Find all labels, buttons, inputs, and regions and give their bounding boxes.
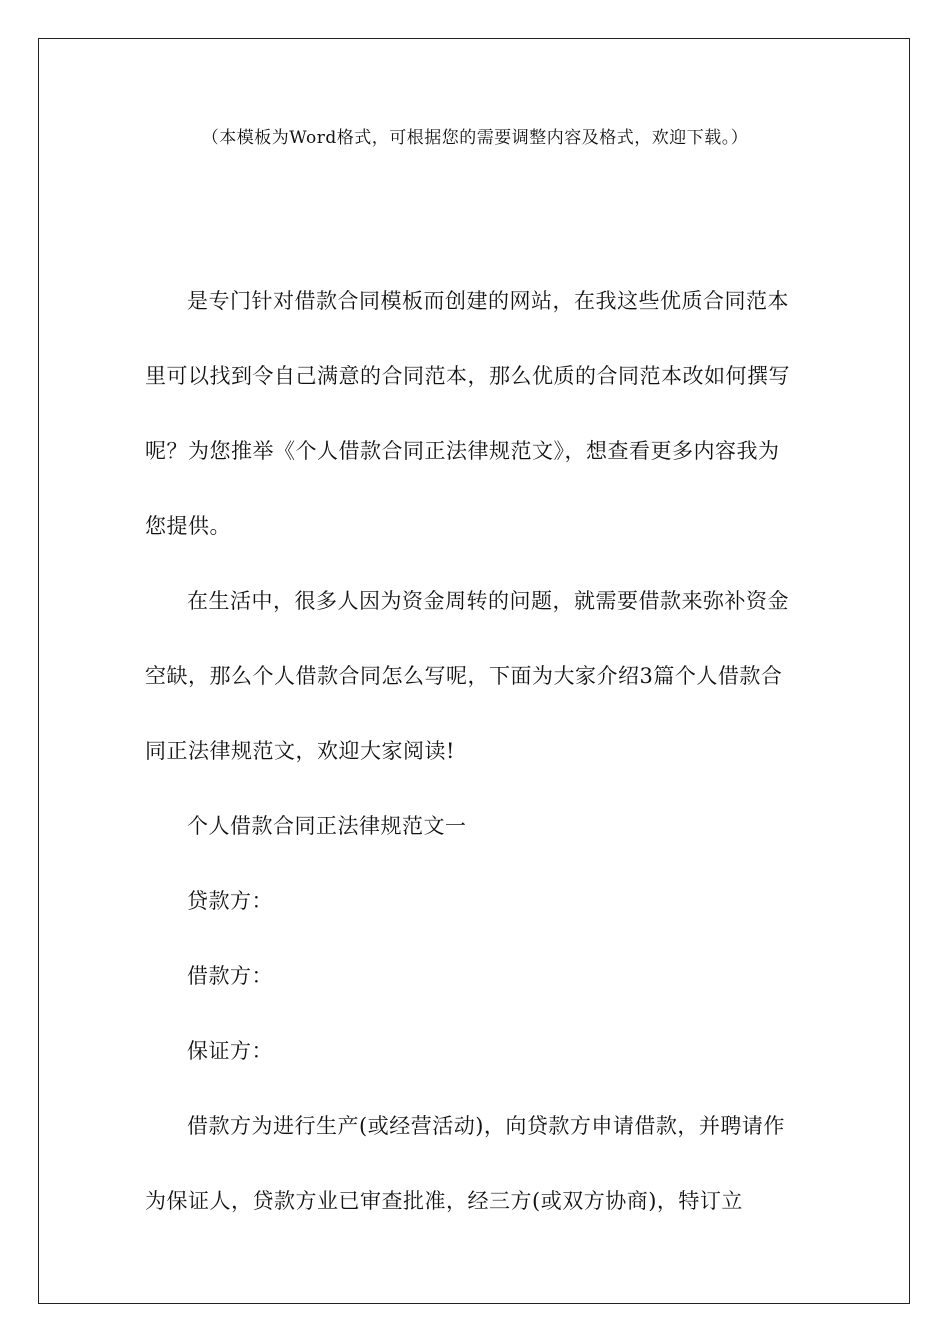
context-paragraph: 在生活中，很多人因为资金周转的问题，就需要借款来弥补资金空缺，那么个人借款合同怎么写呢，下面为大家介绍3篇个人借款合同正法律规范文，欢迎大家阅读! <box>145 589 789 763</box>
document-body <box>145 264 795 1239</box>
section-title: 个人借款合同正法律规范文一 <box>187 814 467 838</box>
lender-label: 贷款方： <box>187 889 273 913</box>
borrower-label: 借款方： <box>187 964 273 988</box>
agreement-paragraph: 借款方为进行生产(或经营活动)，向贷款方申请借款，并聘请作为保证人，贷款方业已审查批准，经三方(或双方协商)，特订立 <box>145 1114 785 1213</box>
guarantor-label: 保证方： <box>187 1039 273 1063</box>
intro-paragraph: 是专门针对借款合同模板而创建的网站，在我这些优质合同范本里可以找到令自己满意的合同范本，那么优质的合同范本改如何撰写呢？为您推举《个人借款合同正法律规范文》，想查看更多内容我为您提供。 <box>145 289 790 538</box>
template-note: （本模板为Word格式，可根据您的需要调整内容及格式，欢迎下载。） <box>201 128 749 148</box>
